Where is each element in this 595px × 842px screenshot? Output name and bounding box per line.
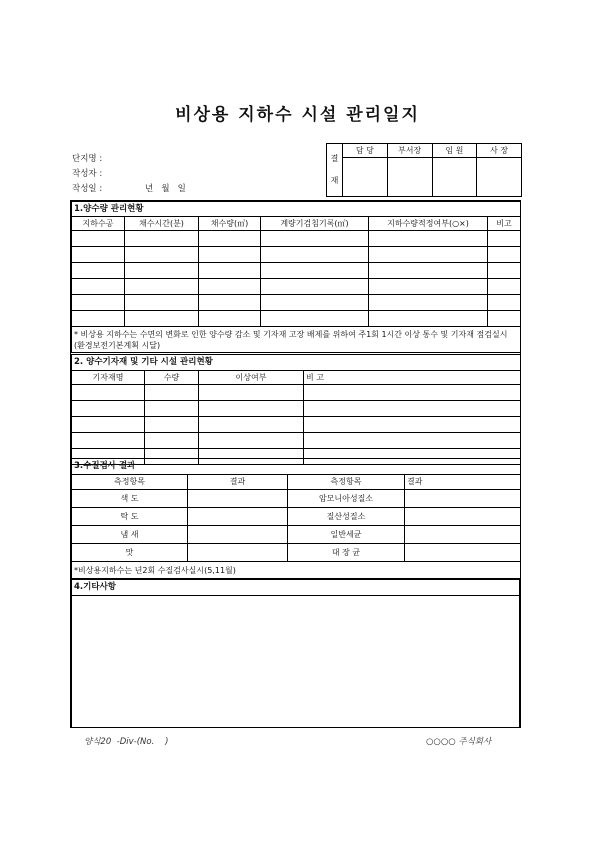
section2-table: [71, 354, 521, 465]
table-cell[interactable]: [72, 385, 145, 401]
table-cell[interactable]: [125, 295, 199, 311]
table-cell[interactable]: [369, 295, 488, 311]
table-cell[interactable]: [304, 433, 521, 449]
table-row: [72, 401, 521, 417]
writer-label: 작성자 :: [72, 169, 103, 179]
table-cell[interactable]: [125, 263, 199, 279]
col-header: 채수시간(분): [125, 217, 199, 231]
section4-title: 4.기타사항: [72, 580, 520, 596]
approval-role: 임 원: [432, 144, 477, 158]
test-item: 냄 새: [72, 526, 188, 544]
test-item: 대 장 균: [288, 544, 405, 562]
table-cell[interactable]: [199, 433, 304, 449]
table-cell[interactable]: [199, 295, 261, 311]
table-cell[interactable]: [199, 279, 261, 295]
table-cell[interactable]: [72, 279, 125, 295]
test-item: 암모니아성질소: [288, 490, 405, 508]
col-header: 채수량(㎥): [199, 217, 261, 231]
table-cell[interactable]: [199, 385, 304, 401]
test-result-cell[interactable]: [188, 526, 288, 544]
table-row: [72, 295, 521, 311]
table-cell[interactable]: [145, 417, 199, 433]
table-cell[interactable]: [488, 231, 521, 247]
approval-table: [326, 143, 522, 197]
approval-role: 부서장: [387, 144, 432, 158]
table-row: [72, 279, 521, 295]
page-title: 비상용 지하수 시설 관리일지: [175, 105, 420, 125]
test-result-cell[interactable]: [405, 508, 521, 526]
section3-title: 3.수질검사 결과: [72, 459, 521, 475]
table-cell[interactable]: [72, 263, 125, 279]
table-cell[interactable]: [72, 417, 145, 433]
table-cell[interactable]: [304, 385, 521, 401]
table-cell[interactable]: [199, 417, 304, 433]
section1-title: 1.양수량 관리현황: [72, 202, 521, 217]
test-item: 색 도: [72, 490, 188, 508]
approval-side-bottom: 재: [330, 176, 339, 185]
col-header: 결과: [188, 475, 288, 490]
company-name: ○○○○ 주식회사: [426, 737, 492, 747]
test-result-cell[interactable]: [405, 526, 521, 544]
table-cell[interactable]: [72, 433, 145, 449]
section3-note: *비상용지하수는 년2회 수질검사실시(5,11월): [72, 562, 521, 579]
table-cell[interactable]: [125, 311, 199, 327]
table-cell[interactable]: [199, 231, 261, 247]
form-code: 양식20 -Div-(No. ): [84, 737, 169, 747]
test-item: 질산성질소: [288, 508, 405, 526]
approval-sign-cell[interactable]: [477, 158, 522, 197]
table-cell[interactable]: [488, 263, 521, 279]
table-cell[interactable]: [125, 231, 199, 247]
approval-side: [327, 144, 343, 197]
table-cell[interactable]: [488, 311, 521, 327]
table-row: [72, 385, 521, 401]
table-cell[interactable]: [72, 247, 125, 263]
table-cell[interactable]: [488, 295, 521, 311]
approval-sign-cell[interactable]: [343, 158, 388, 197]
table-row: [72, 247, 521, 263]
test-result-cell[interactable]: [405, 544, 521, 562]
col-header: 결과: [405, 475, 521, 490]
col-header: 지하수량적정여부(○×): [369, 217, 488, 231]
approval-sign-cell[interactable]: [387, 158, 432, 197]
table-cell[interactable]: [369, 311, 488, 327]
col-header: 측정항목: [288, 475, 405, 490]
table-cell[interactable]: [72, 311, 125, 327]
table-cell[interactable]: [72, 295, 125, 311]
table-cell[interactable]: [145, 401, 199, 417]
table-cell[interactable]: [199, 311, 261, 327]
table-row: [72, 508, 521, 526]
approval-sign-cell[interactable]: [432, 158, 477, 197]
table-cell[interactable]: [488, 247, 521, 263]
table-cell[interactable]: [72, 401, 145, 417]
table-row: [72, 231, 521, 247]
section1-table: [71, 201, 521, 353]
table-row: [72, 263, 521, 279]
approval-role: 사 장: [477, 144, 522, 158]
table-cell[interactable]: [261, 263, 369, 279]
danji-label: 단지명 :: [72, 154, 103, 164]
table-cell[interactable]: [261, 247, 369, 263]
table-cell[interactable]: [261, 295, 369, 311]
test-result-cell[interactable]: [188, 544, 288, 562]
section2-title: 2. 양수기자재 및 기타 시설 관리현황: [72, 355, 521, 371]
table-cell[interactable]: [369, 279, 488, 295]
date-label: 작성일 :: [72, 184, 103, 194]
table-cell[interactable]: [369, 247, 488, 263]
table-cell[interactable]: [125, 247, 199, 263]
table-cell[interactable]: [369, 263, 488, 279]
col-header: 측정항목: [72, 475, 188, 490]
table-row: [72, 490, 521, 508]
table-cell[interactable]: [261, 231, 369, 247]
table-row: [72, 311, 521, 327]
test-item: 일반세균: [288, 526, 405, 544]
test-item: 탁 도: [72, 508, 188, 526]
section1-note: * 비상용 지하수는 수면의 변화로 인한 양수량 감소 및 기자재 고장 배제를 위하여 주1회 1시간 이상 통수 및 기자재 점검실시(환경보전기본계획 시달): [72, 327, 521, 353]
table-row: [72, 544, 521, 562]
table-cell[interactable]: [261, 311, 369, 327]
table-cell[interactable]: [304, 417, 521, 433]
test-item: 맛: [72, 544, 188, 562]
col-header: 수량: [145, 371, 199, 385]
table-cell[interactable]: [488, 279, 521, 295]
col-header: 이상여부: [199, 371, 304, 385]
table-cell[interactable]: [199, 247, 261, 263]
approval-side-top: 결: [330, 154, 339, 163]
test-result-cell[interactable]: [188, 508, 288, 526]
table-cell[interactable]: [72, 231, 125, 247]
approval-role: 담 당: [343, 144, 388, 158]
table-cell[interactable]: [145, 385, 199, 401]
date-fields: 년 월 일: [145, 184, 186, 194]
table-cell[interactable]: [369, 231, 488, 247]
section4-notes-area[interactable]: [72, 596, 520, 728]
section3-table: [71, 458, 521, 579]
col-header: 비고: [488, 217, 521, 231]
table-row: [72, 417, 521, 433]
table-cell[interactable]: [261, 279, 369, 295]
col-header: 지하수공: [72, 217, 125, 231]
col-header: 계량기검침기록(㎥): [261, 217, 369, 231]
table-cell[interactable]: [304, 401, 521, 417]
test-result-cell[interactable]: [405, 490, 521, 508]
table-cell[interactable]: [199, 401, 304, 417]
test-result-cell[interactable]: [188, 490, 288, 508]
col-header: 비 고: [304, 371, 521, 385]
table-row: [72, 526, 521, 544]
col-header: 기자재명: [72, 371, 145, 385]
table-row: [72, 433, 521, 449]
table-cell[interactable]: [125, 279, 199, 295]
section4-table: [71, 579, 520, 728]
table-cell[interactable]: [199, 263, 261, 279]
table-cell[interactable]: [145, 433, 199, 449]
